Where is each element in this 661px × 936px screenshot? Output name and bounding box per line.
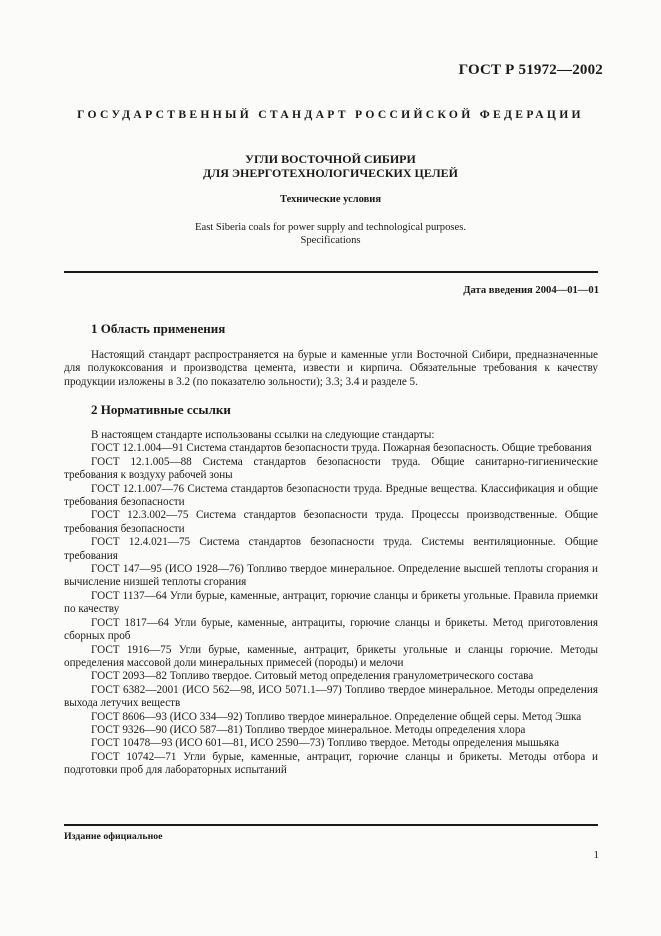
introduction-date: Дата введения 2004—01—01 [463,285,599,296]
official-edition-label: Издание официальное [64,831,163,842]
bottom-divider [64,824,598,826]
reference-item: ГОСТ 12.4.021—75 Система стандартов безопасности труда. Системы вентиляционные. Общие требования [64,536,598,562]
section-1-heading: 1 Область применения [91,321,226,336]
reference-item: ГОСТ 12.1.005—88 Система стандартов безопасности труда. Общие санитарно-гигиенические требования к воздуху рабочей зоны [64,455,598,482]
reference-item: ГОСТ 9326—90 (ИСО 587—81) Топливо твердое минеральное. Методы определения хлора [91,723,526,736]
title-line-2: ДЛЯ ЭНЕРГОТЕХНОЛОГИЧЕСКИХ ЦЕЛЕЙ [203,166,458,180]
page-number: 1 [593,849,599,861]
state-standard-heading: ГОСУДАРСТВЕННЫЙ СТАНДАРТ РОССИЙСКОЙ ФЕДЕРАЦИИ [77,108,584,121]
reference-item: ГОСТ 1137—64 Угли бурые, каменные, антрацит, горючие сланцы и брикеты угольные. Правила приемки по качеству [64,589,598,616]
section-1-paragraph: Настоящий стандарт распространяется на бурые и каменные угли Восточной Сибири, предназначенные для полукоксования и производства цемента, извести и кирпича. Обязательные требования к качеству продукции изложены в 3.2 (по показателю зольности); 3.3; 3.4 и разделе 5. [64,349,598,388]
english-title-line-2: Specifications [300,235,361,246]
reference-item: ГОСТ 8606—93 (ИСО 334—92) Топливо твердое минеральное. Определение общей серы. Метод Эшка [91,710,582,723]
document-code: ГОСТ Р 51972—2002 [458,62,603,78]
title-line-1: УГЛИ ВОСТОЧНОЙ СИБИРИ [245,152,416,166]
english-title [64,221,597,247]
reference-item: ГОСТ 147—95 (ИСО 1928—76) Топливо твердое минеральное. Определение высшей теплоты сгорания и вычисление низшей теплоты сгорания [64,563,598,589]
english-title-line-1: East Siberia coals for power supply and technological purposes. [195,222,466,233]
reference-item: ГОСТ 2093—82 Топливо твердое. Ситовый метод определения гранулометрического состава [91,670,534,683]
reference-item: ГОСТ 6382—2001 (ИСО 562—98, ИСО 5071.1—97) Топливо твердое минеральное. Методы определения выхода летучих веществ [64,683,598,710]
reference-item: ГОСТ 10742—71 Угли бурые, каменные, антрацит, горючие сланцы и брикеты. Методы отбора и подготовки проб для лабораторных испытаний [64,750,598,777]
reference-item: ГОСТ 1817—64 Угли бурые, каменные, антрациты, горючие сланцы и брикеты. Метод приготовления сборных проб [64,616,598,643]
reference-item: ГОСТ 12.1.007—76 Система стандартов безопасности труда. Вредные вещества. Классификация и общие требования безопасности [64,482,598,509]
top-divider [64,271,598,273]
section-1-body [64,349,598,389]
reference-item: ГОСТ 1916—75 Угли бурые, каменные, антрацит, брикеты угольные и сланцы горючие. Методы определения массовой доли минеральных примесей (породы) и мелочи [64,643,598,669]
reference-item: ГОСТ 12.1.004—91 Система стандартов безопасности труда. Пожарная безопасность. Общие требования [91,442,592,455]
section-2-heading: 2 Нормативные ссылки [91,402,231,417]
document-subtitle: Технические условия [279,194,382,205]
document-title [64,152,597,180]
reference-item: ГОСТ 10478—93 (ИСО 601—81, ИСО 2590—73) Топливо твердое. Методы определения мышьяка [91,737,560,750]
section-2-body [64,429,598,778]
reference-item: ГОСТ 12.3.002—75 Система стандартов безопасности труда. Процессы производственные. Общие требования безопасности [64,509,598,535]
section-2-lead: В настоящем стандарте использованы ссылки на следующие стандарты: [91,429,435,441]
